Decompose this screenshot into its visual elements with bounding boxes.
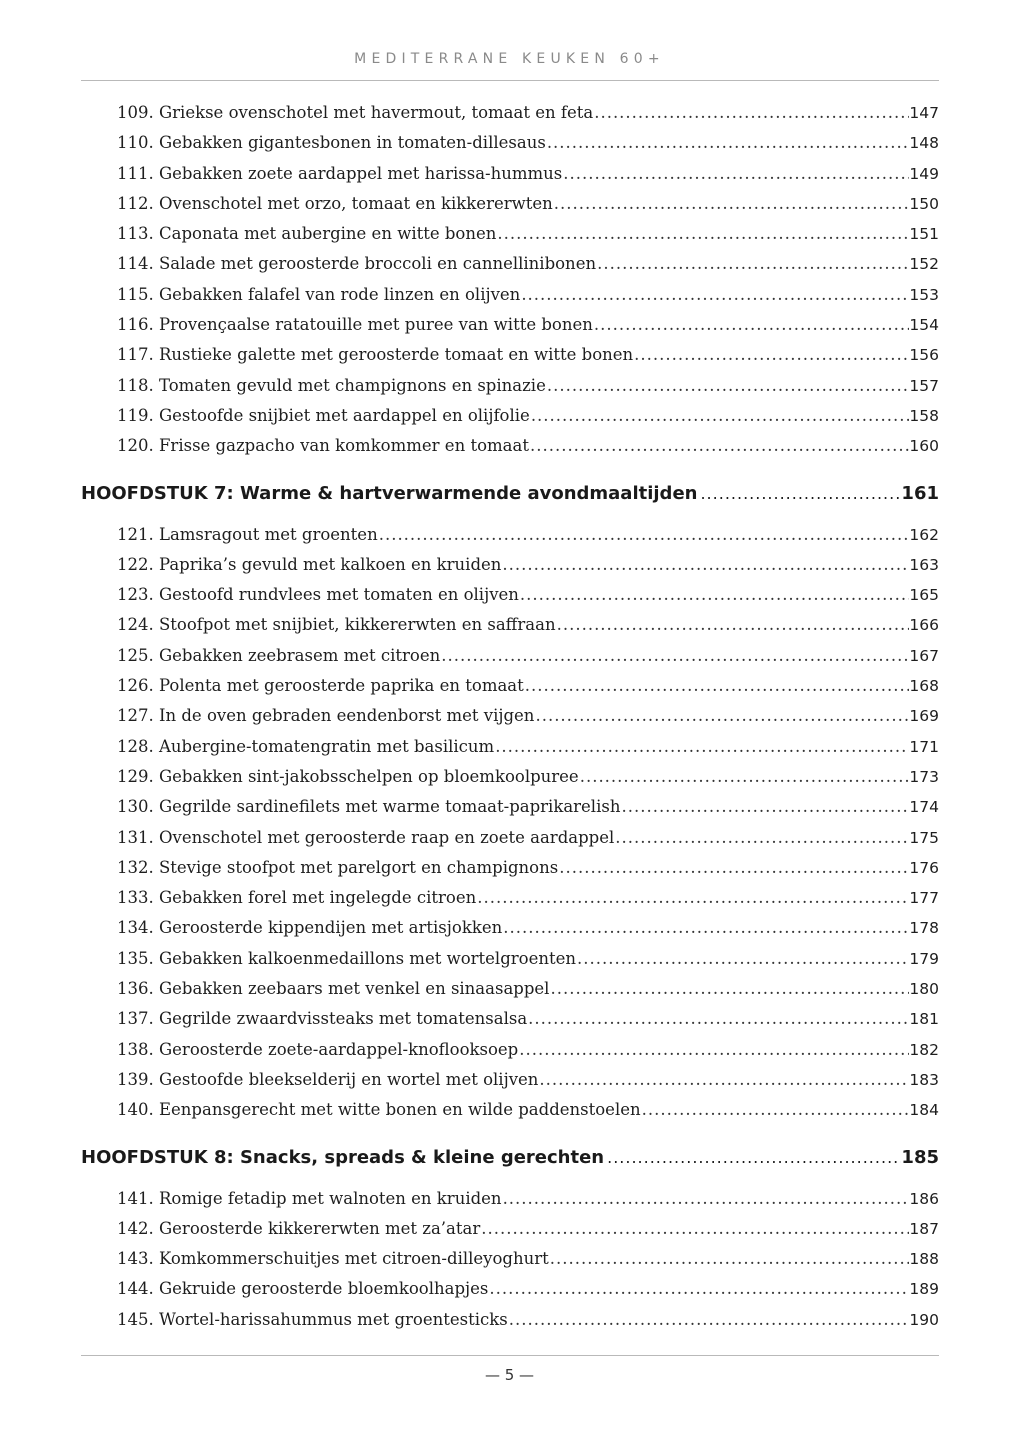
- entry-title: 131. Ovenschotel met geroosterde raap en zoete aardappel: [117, 827, 615, 847]
- leader-dots: [562, 159, 909, 189]
- entry-title: 133. Gebakken forel met ingelegde citroen: [117, 888, 477, 908]
- leader-dots: [502, 1184, 910, 1214]
- toc-entry[interactable]: [81, 792, 939, 822]
- leader-dots: [604, 1138, 901, 1178]
- toc-entry[interactable]: [81, 280, 939, 310]
- leader-dots: [529, 431, 909, 461]
- entry-page-number: 187: [909, 1219, 939, 1238]
- leader-dots: [520, 280, 909, 310]
- entry-page-number: 188: [909, 1250, 939, 1269]
- chapter-page-number: 185: [901, 1146, 939, 1168]
- entry-title: 125. Gebakken zeebrasem met citroen: [117, 645, 441, 665]
- entry-title: 117. Rustieke galette met geroosterde tomaat en witte bonen: [117, 345, 634, 365]
- toc-chapter-8[interactable]: [81, 1138, 939, 1178]
- entry-page-number: 156: [909, 346, 939, 365]
- leader-dots: [579, 762, 910, 792]
- entry-page-number: 178: [909, 919, 939, 938]
- toc-entry[interactable]: [81, 550, 939, 580]
- entry-title: 112. Ovenschotel met orzo, tomaat en kikkererwten: [117, 193, 553, 213]
- entry-page-number: 176: [909, 858, 939, 877]
- leader-dots: [556, 610, 910, 640]
- leader-dots: [534, 701, 909, 731]
- leader-dots: [546, 128, 910, 158]
- entry-page-number: 150: [909, 194, 939, 213]
- entry-title: 129. Gebakken sint-jakobsschelpen op bloemkoolpuree: [117, 766, 579, 786]
- entry-title: 118. Tomaten gevuld met champignons en spinazie: [117, 375, 546, 395]
- entry-title: 134. Geroosterde kippendijen met artisjokken: [117, 918, 503, 938]
- entry-page-number: 157: [909, 376, 939, 395]
- entry-title: 139. Gestoofde bleekselderij en wortel met olijven: [117, 1069, 539, 1089]
- entry-title: 114. Salade met geroosterde broccoli en cannellinibonen: [117, 254, 597, 274]
- leader-dots: [527, 1004, 909, 1034]
- running-header: MEDITERRANE KEUKEN 60+: [354, 51, 665, 67]
- entry-title: 115. Gebakken falafel van rode linzen en olijven: [117, 284, 521, 304]
- toc-entry[interactable]: [81, 913, 939, 943]
- entry-title: 138. Geroosterde zoete-aardappel-knoflooksoep: [117, 1039, 519, 1059]
- leader-dots: [546, 371, 910, 401]
- toc-entry[interactable]: [81, 1095, 939, 1125]
- entry-page-number: 166: [909, 616, 939, 635]
- chapter-page-number: 161: [901, 482, 939, 504]
- leader-dots: [378, 520, 910, 550]
- toc-entry[interactable]: [81, 1274, 939, 1304]
- entry-page-number: 173: [909, 767, 939, 786]
- entry-page-number: 152: [909, 255, 939, 274]
- entry-page-number: 171: [909, 737, 939, 756]
- entry-page-number: 184: [909, 1101, 939, 1120]
- toc-entry[interactable]: [81, 974, 939, 1004]
- toc-entry[interactable]: [81, 671, 939, 701]
- leader-dots: [488, 1274, 909, 1304]
- toc-entry[interactable]: [81, 340, 939, 370]
- toc-entry[interactable]: [81, 883, 939, 913]
- toc-entry[interactable]: [81, 732, 939, 762]
- toc-entry[interactable]: [81, 853, 939, 883]
- entry-title: 145. Wortel-harissahummus met groentesticks: [117, 1309, 508, 1329]
- leader-dots: [593, 98, 909, 128]
- entry-title: 128. Aubergine-tomatengratin met basilicum: [117, 736, 495, 756]
- entry-title: 116. Provençaalse ratatouille met puree van witte bonen: [117, 315, 593, 335]
- toc-entry[interactable]: [81, 1035, 939, 1065]
- entry-title: 130. Gegrilde sardinefilets met warme tomaat-paprikarelish: [117, 797, 621, 817]
- entry-title: 141. Romige fetadip met walnoten en kruiden: [117, 1188, 502, 1208]
- footer-divider: [81, 1355, 939, 1356]
- toc-entry[interactable]: [81, 310, 939, 340]
- entry-title: 137. Gegrilde zwaardvissteaks met tomatensalsa: [117, 1009, 528, 1029]
- leader-dots: [633, 340, 909, 370]
- leader-dots: [524, 671, 910, 701]
- entry-title: 135. Gebakken kalkoenmedaillons met wortelgroenten: [117, 948, 577, 968]
- entry-title: 111. Gebakken zoete aardappel met harissa-hummus: [117, 163, 563, 183]
- entry-title: 144. Gekruide geroosterde bloemkoolhapjes: [117, 1279, 489, 1299]
- entry-title: 126. Polenta met geroosterde paprika en tomaat: [117, 676, 524, 696]
- entry-page-number: 179: [909, 949, 939, 968]
- toc-entry[interactable]: [81, 98, 939, 128]
- entry-title: 122. Paprika’s gevuld met kalkoen en kruiden: [117, 554, 502, 574]
- entry-page-number: 149: [909, 164, 939, 183]
- toc-entry[interactable]: [81, 610, 939, 640]
- entry-page-number: 153: [909, 285, 939, 304]
- entry-title: 142. Geroosterde kikkererwten met za’atar: [117, 1218, 481, 1238]
- toc-entry[interactable]: [81, 159, 939, 189]
- toc-entry[interactable]: [81, 1065, 939, 1095]
- leader-dots: [558, 853, 909, 883]
- leader-dots: [549, 974, 909, 1004]
- leader-dots: [530, 401, 910, 431]
- leader-dots: [496, 219, 909, 249]
- entry-title: 123. Gestoofd rundvlees met tomaten en olijven: [117, 585, 519, 605]
- entry-page-number: 180: [909, 980, 939, 999]
- leader-dots: [508, 1305, 910, 1335]
- toc-entry[interactable]: [81, 520, 939, 550]
- toc-entry[interactable]: [81, 823, 939, 853]
- entry-page-number: 167: [909, 646, 939, 665]
- entry-title: 143. Komkommerschuitjes met citroen-dilleyoghurt: [117, 1249, 549, 1269]
- leader-dots: [440, 641, 909, 671]
- toc-entry[interactable]: [81, 580, 939, 610]
- leader-dots: [480, 1214, 909, 1244]
- entry-title: 132. Stevige stoofpot met parelgort en champignons: [117, 857, 559, 877]
- entry-title: 124. Stoofpot met snijbiet, kikkererwten en saffraan: [117, 615, 556, 635]
- entry-page-number: 158: [909, 406, 939, 425]
- chapter-title: HOOFDSTUK 8: Snacks, spreads & kleine gerechten: [81, 1146, 605, 1168]
- entry-title: 140. Eenpansgerecht met witte bonen en wilde paddenstoelen: [117, 1100, 641, 1120]
- entry-page-number: 148: [909, 134, 939, 153]
- entry-page-number: 174: [909, 798, 939, 817]
- leader-dots: [614, 823, 909, 853]
- leader-dots: [519, 580, 910, 610]
- leader-dots: [697, 474, 901, 514]
- entry-page-number: 154: [909, 316, 939, 335]
- entry-page-number: 147: [909, 104, 939, 122]
- toc-entry[interactable]: [81, 371, 939, 401]
- entry-page-number: 160: [909, 437, 939, 456]
- entry-title: 120. Frisse gazpacho van komkommer en tomaat: [117, 436, 529, 456]
- leader-dots: [518, 1035, 909, 1065]
- leader-dots: [576, 944, 909, 974]
- entry-page-number: 168: [909, 677, 939, 696]
- toc-entry[interactable]: [81, 401, 939, 431]
- entry-page-number: 163: [909, 555, 939, 574]
- entry-title: 110. Gebakken gigantesbonen in tomaten-dillesaus: [117, 133, 546, 153]
- toc-entry[interactable]: [81, 1305, 939, 1335]
- entry-page-number: 169: [909, 707, 939, 726]
- toc-entry[interactable]: [81, 249, 939, 279]
- toc-entry[interactable]: [81, 1004, 939, 1034]
- leader-dots: [549, 1244, 910, 1274]
- toc-entry[interactable]: [81, 219, 939, 249]
- toc-entry[interactable]: [81, 1214, 939, 1244]
- toc-chapter-7[interactable]: [81, 474, 939, 514]
- leader-dots: [620, 792, 909, 822]
- toc-entry[interactable]: [81, 1244, 939, 1274]
- leader-dots: [593, 310, 910, 340]
- toc-entry[interactable]: [81, 189, 939, 219]
- leader-dots: [641, 1095, 910, 1125]
- leader-dots: [494, 732, 909, 762]
- leader-dots: [502, 913, 909, 943]
- entry-title: 127. In de oven gebraden eendenborst met vijgen: [117, 706, 535, 726]
- page-number: — 5 —: [484, 1366, 535, 1384]
- leader-dots: [476, 883, 909, 913]
- toc-entry[interactable]: [81, 431, 939, 461]
- toc-entry[interactable]: [81, 641, 939, 671]
- entry-page-number: 189: [909, 1280, 939, 1299]
- entry-page-number: 151: [909, 225, 939, 244]
- table-of-contents: [81, 98, 939, 1335]
- toc-entry[interactable]: [81, 701, 939, 731]
- entry-page-number: 186: [909, 1189, 939, 1208]
- chapter-title: HOOFDSTUK 7: Warme & hartverwarmende avondmaaltijden: [81, 482, 698, 504]
- entry-page-number: 181: [909, 1010, 939, 1029]
- toc-entry[interactable]: [81, 762, 939, 792]
- entry-title: 119. Gestoofde snijbiet met aardappel en olijfolie: [117, 405, 530, 425]
- entry-page-number: 190: [909, 1310, 939, 1329]
- toc-entry[interactable]: [81, 128, 939, 158]
- entry-title: 136. Gebakken zeebaars met venkel en sinaasappel: [117, 979, 550, 999]
- entry-title: 113. Caponata met aubergine en witte bonen: [117, 224, 497, 244]
- leader-dots: [553, 189, 910, 219]
- entry-page-number: 175: [909, 828, 939, 847]
- entry-page-number: 183: [909, 1070, 939, 1089]
- entry-title: 121. Lamsragout met groenten: [117, 524, 378, 544]
- toc-block-3: [81, 1184, 939, 1335]
- toc-entry[interactable]: [81, 1184, 939, 1214]
- leader-dots: [501, 550, 909, 580]
- entry-page-number: 165: [909, 586, 939, 605]
- entry-title: 109. Griekse ovenschotel met havermout, tomaat en feta: [117, 103, 594, 122]
- leader-dots: [538, 1065, 909, 1095]
- entry-page-number: 177: [909, 889, 939, 908]
- header-divider: [81, 80, 939, 81]
- toc-block-2: [81, 520, 939, 1126]
- leader-dots: [596, 249, 909, 279]
- entry-page-number: 182: [909, 1040, 939, 1059]
- entry-page-number: 162: [909, 525, 939, 544]
- toc-entry[interactable]: [81, 944, 939, 974]
- toc-block-1: [81, 98, 939, 462]
